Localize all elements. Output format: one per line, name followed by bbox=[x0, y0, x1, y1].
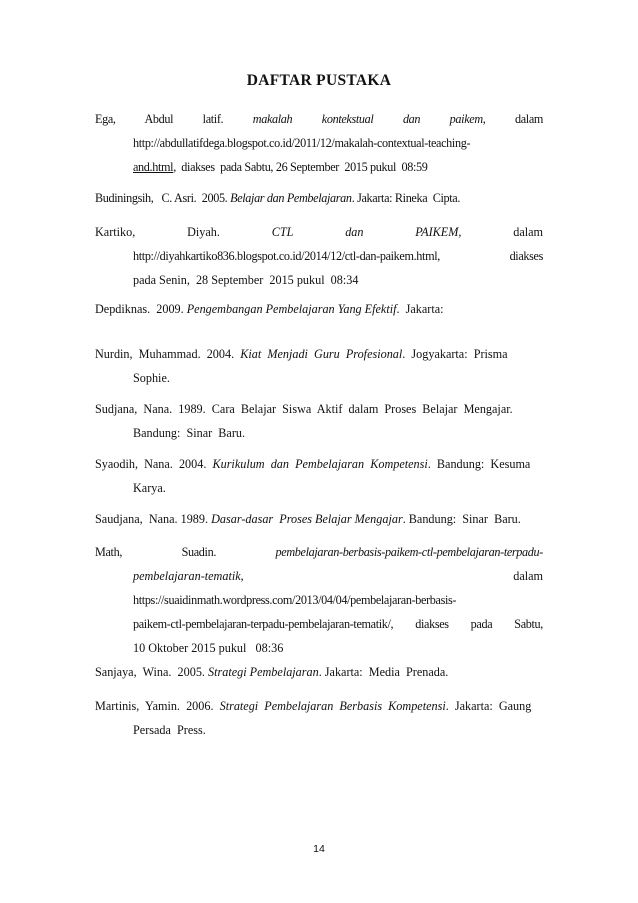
author-text: Budiningsih, C. Asri. 2005. bbox=[95, 191, 231, 205]
reference-line: Bandung: Sinar Baru. bbox=[133, 426, 246, 440]
reference-text: diakses bbox=[509, 249, 543, 263]
author-text: latif. bbox=[202, 112, 224, 126]
punctuation-text: , bbox=[482, 112, 486, 126]
reference-line: Persada Press. bbox=[133, 723, 206, 737]
reference-line bbox=[95, 507, 543, 531]
title-text: CTL bbox=[271, 225, 294, 239]
punctuation-text: , bbox=[240, 569, 244, 583]
title-text: pembelajaran-tematik bbox=[133, 569, 241, 583]
title-text: Pengembangan Pembelajaran Yang Efektif bbox=[186, 302, 397, 316]
title-text: PAIKEM, bbox=[415, 225, 462, 239]
reference-text: dalam bbox=[513, 225, 544, 239]
reference-line bbox=[95, 107, 543, 131]
reference-entry-sudjana bbox=[95, 397, 543, 445]
reference-line bbox=[133, 612, 543, 636]
title-text: Dasar-dasar Proses Belajar Mengajar bbox=[211, 512, 403, 526]
title-text: Strategi Pembelajaran bbox=[208, 665, 319, 679]
publisher-text: . Jakarta: Gaung bbox=[445, 699, 532, 713]
reference-entry-ega bbox=[95, 107, 543, 179]
author-text: Sanjaya, Wina. 2005. bbox=[95, 665, 209, 679]
reference-line bbox=[95, 540, 543, 564]
reference-line bbox=[133, 155, 543, 179]
reference-entry-kartiko bbox=[95, 220, 543, 292]
access-date-text: 10 Oktober 2015 pukul 08:36 bbox=[133, 641, 284, 655]
publisher-text: . Jakarta: Media Prenada. bbox=[318, 665, 449, 679]
access-date-text: pada Senin, 28 September 2015 pukul 08:34 bbox=[133, 273, 359, 287]
reference-line bbox=[95, 186, 543, 210]
reference-line bbox=[95, 342, 543, 366]
author-text: Kartiko, bbox=[95, 225, 136, 239]
title-text: Belajar dan Pembelajaran bbox=[230, 191, 352, 205]
title-text: pembelajaran-berbasis-paikem-ctl-pembelajaran-terpadu- bbox=[275, 545, 543, 559]
publisher-text: . Bandung: Kesuma bbox=[427, 457, 531, 471]
reference-url[interactable]: http://diyahkartiko836.blogspot.co.id/2014/12/ctl-dan-paikem.html, bbox=[133, 249, 440, 263]
reference-entry-depdiknas bbox=[95, 297, 543, 321]
reference-entry-math bbox=[95, 540, 543, 660]
reference-entry-syaodih bbox=[95, 452, 543, 500]
author-text: Math, bbox=[95, 545, 123, 559]
reference-entry-martinis bbox=[95, 694, 543, 742]
title-text: Kiat Menjadi Guru Profesional bbox=[240, 347, 403, 361]
reference-entry-saudjana bbox=[95, 507, 543, 531]
punctuation-text: , bbox=[173, 160, 176, 174]
reference-line: Sophie. bbox=[133, 371, 170, 385]
title-text: Kurikulum dan Pembelajaran Kompetensi bbox=[212, 457, 428, 471]
reference-line bbox=[133, 564, 543, 588]
author-text: Saudjana, Nana. 1989. bbox=[95, 512, 212, 526]
author-text: Martinis, Yamin. 2006. bbox=[95, 699, 220, 713]
title-text: Strategi Pembelajaran Berbasis Kompetensi bbox=[219, 699, 446, 713]
reference-entry-nurdin bbox=[95, 342, 543, 390]
reference-line bbox=[95, 694, 543, 718]
author-text: Abdul bbox=[144, 112, 174, 126]
reference-text: pada bbox=[470, 617, 493, 631]
access-date-text: diakses pada Sabtu, 26 September 2015 pukul 08:59 bbox=[175, 160, 428, 174]
page-title: DAFTAR PUSTAKA bbox=[246, 72, 392, 89]
publisher-text: . Jakarta: bbox=[396, 302, 444, 316]
reference-text: Sabtu, bbox=[514, 617, 543, 631]
reference-url[interactable]: https://suaidinmath.wordpress.com/2013/04/04/pembelajaran-berbasis- bbox=[133, 593, 457, 607]
publisher-text: . Jogyakarta: Prisma bbox=[402, 347, 508, 361]
author-text: Ega, bbox=[95, 112, 116, 126]
reference-entry-budiningsih bbox=[95, 186, 543, 210]
reference-line: Sudjana, Nana. 1989. Cara Belajar Siswa Aktif dalam Proses Belajar Mengajar. bbox=[95, 402, 513, 416]
reference-text: dalam bbox=[514, 112, 544, 126]
reference-entry-sanjaya bbox=[95, 660, 543, 684]
page-number: 14 bbox=[313, 843, 325, 855]
author-text: Nurdin, Muhammad. 2004. bbox=[95, 347, 241, 361]
title-text: dan bbox=[345, 225, 364, 239]
reference-url[interactable]: and.html bbox=[133, 160, 174, 174]
author-text: Depdiknas. 2009. bbox=[95, 302, 187, 316]
publisher-text: . Jakarta: Rineka Cipta. bbox=[351, 191, 461, 205]
author-text: Diyah. bbox=[187, 225, 220, 239]
reference-line bbox=[95, 297, 543, 321]
title-text: paikem bbox=[449, 112, 483, 126]
title-text: kontekstual bbox=[321, 112, 374, 126]
reference-text: dalam bbox=[513, 569, 543, 583]
reference-line bbox=[95, 660, 543, 684]
reference-line: Karya. bbox=[133, 481, 166, 495]
reference-line bbox=[95, 452, 543, 476]
reference-url[interactable]: http://abdullatifdega.blogspot.co.id/2011/12/makalah-contextual-teaching- bbox=[133, 136, 471, 150]
reference-line bbox=[95, 220, 543, 244]
publisher-text: . Bandung: Sinar Baru. bbox=[402, 512, 521, 526]
author-text: Suadin. bbox=[181, 545, 217, 559]
reference-url[interactable]: paikem-ctl-pembelajaran-terpadu-pembelajaran-tematik/, bbox=[133, 617, 394, 631]
reference-text: diakses bbox=[415, 617, 449, 631]
title-text: makalah bbox=[252, 112, 293, 126]
author-text: Syaodih, Nana. 2004. bbox=[95, 457, 213, 471]
reference-line bbox=[133, 244, 543, 268]
title-text: dan bbox=[402, 112, 421, 126]
